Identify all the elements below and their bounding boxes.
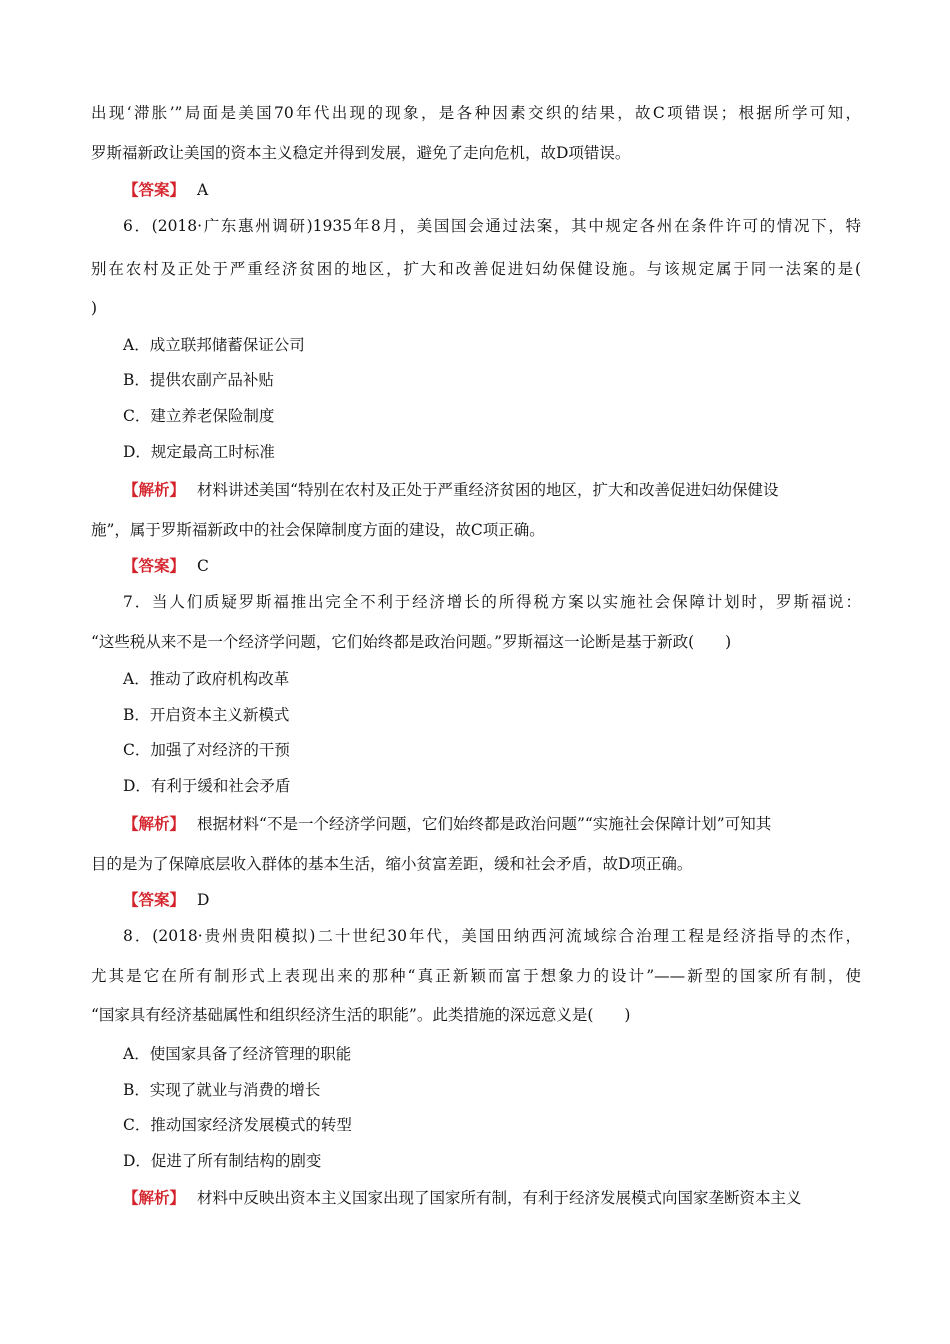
- q8-analysis-line-1: [123, 1188, 861, 1208]
- prev-answer: [123, 180, 893, 200]
- analysis-text: 材料讲述美国“特别在农村及正处于严重经济贫困的地区，扩大和改善促进妇幼保健设: [197, 481, 779, 499]
- q7-option-c: C．加强了对经济的干预: [123, 741, 290, 759]
- answer-label: 【答案】: [123, 556, 186, 575]
- prev-analysis-line-2: 罗斯福新政让美国的资本主义稳定并得到发展，避免了走向危机，故D项错误。: [91, 144, 631, 162]
- q6-option-d: D．规定最高工时标准: [123, 443, 275, 461]
- q8-option-a: A．使国家具备了经济管理的职能: [123, 1045, 352, 1063]
- q6-analysis-line-1: [123, 480, 861, 500]
- q8-option-d: D．促进了所有制结构的剧变: [123, 1152, 322, 1170]
- q8-stem-line-2: 尤其是它在所有制形式上表现出来的那种“真正新颖而富于想象力的设计”——新型的国家所有制，使: [91, 967, 861, 985]
- q7-analysis-line-1: [123, 814, 861, 834]
- q7-stem-line-1: 7．当人们质疑罗斯福推出完全不利于经济增长的所得税方案以实施社会保障计划时，罗斯福说：: [123, 593, 861, 611]
- answer-value: D: [197, 891, 210, 909]
- q7-option-b: B．开启资本主义新模式: [123, 706, 290, 724]
- q8-option-c: C．推动国家经济发展模式的转型: [123, 1116, 352, 1134]
- analysis-label: 【解析】: [123, 814, 186, 833]
- q7-option-d: D．有利于缓和社会矛盾: [123, 777, 291, 795]
- prev-analysis-line-1: 出现‘滞胀’”局面是美国70年代出现的现象，是各种因素交织的结果，故C项错误；根据所学可知，: [91, 104, 861, 122]
- q6-stem-line-2: 别在农村及正处于严重经济贫困的地区，扩大和改善促进妇幼保健设施。与该规定属于同一法案的是(: [91, 260, 861, 278]
- q7-stem-line-2: “这些税从来不是一个经济学问题，它们始终都是政治问题。”罗斯福这一论断是基于新政( ): [91, 633, 732, 651]
- q6-option-c: C．建立养老保险制度: [123, 407, 275, 425]
- answer-label: 【答案】: [123, 890, 186, 909]
- analysis-label: 【解析】: [123, 480, 186, 499]
- q6-stem-line-3: ): [91, 299, 98, 317]
- q6-answer: [123, 556, 893, 576]
- answer-value: C: [197, 557, 209, 575]
- q6-stem-line-1: 6．(2018·广东惠州调研)1935年8月，美国国会通过法案，其中规定各州在条件许可的情况下，特: [123, 217, 861, 235]
- q7-answer: [123, 890, 893, 910]
- q8-option-b: B．实现了就业与消费的增长: [123, 1081, 321, 1099]
- answer-label: 【答案】: [123, 180, 186, 199]
- analysis-text: 根据材料“不是一个经济学问题，它们始终都是政治问题”“实施社会保障计划”可知其: [197, 815, 772, 833]
- q6-option-a: A．成立联邦储蓄保证公司: [123, 336, 305, 354]
- analysis-text: 材料中反映出资本主义国家出现了国家所有制，有利于经济发展模式向国家垄断资本主义: [197, 1189, 802, 1207]
- q7-option-a: A．推动了政府机构改革: [123, 670, 290, 688]
- analysis-label: 【解析】: [123, 1188, 186, 1207]
- q8-stem-line-3: “国家具有经济基础属性和组织经济生活的职能”。此类措施的深远意义是( ): [91, 1006, 631, 1024]
- answer-value: A: [197, 181, 209, 199]
- q6-analysis-line-2: 施”，属于罗斯福新政中的社会保障制度方面的建设，故C项正确。: [91, 521, 545, 539]
- q8-stem-line-1: 8．(2018·贵州贵阳模拟)二十世纪30年代，美国田纳西河流域综合治理工程是经济指导的杰作，: [123, 927, 861, 945]
- q6-option-b: B．提供农副产品补贴: [123, 371, 274, 389]
- q7-analysis-line-2: 目的是为了保障底层收入群体的基本生活，缩小贫富差距，缓和社会矛盾，故D项正确。: [91, 855, 693, 873]
